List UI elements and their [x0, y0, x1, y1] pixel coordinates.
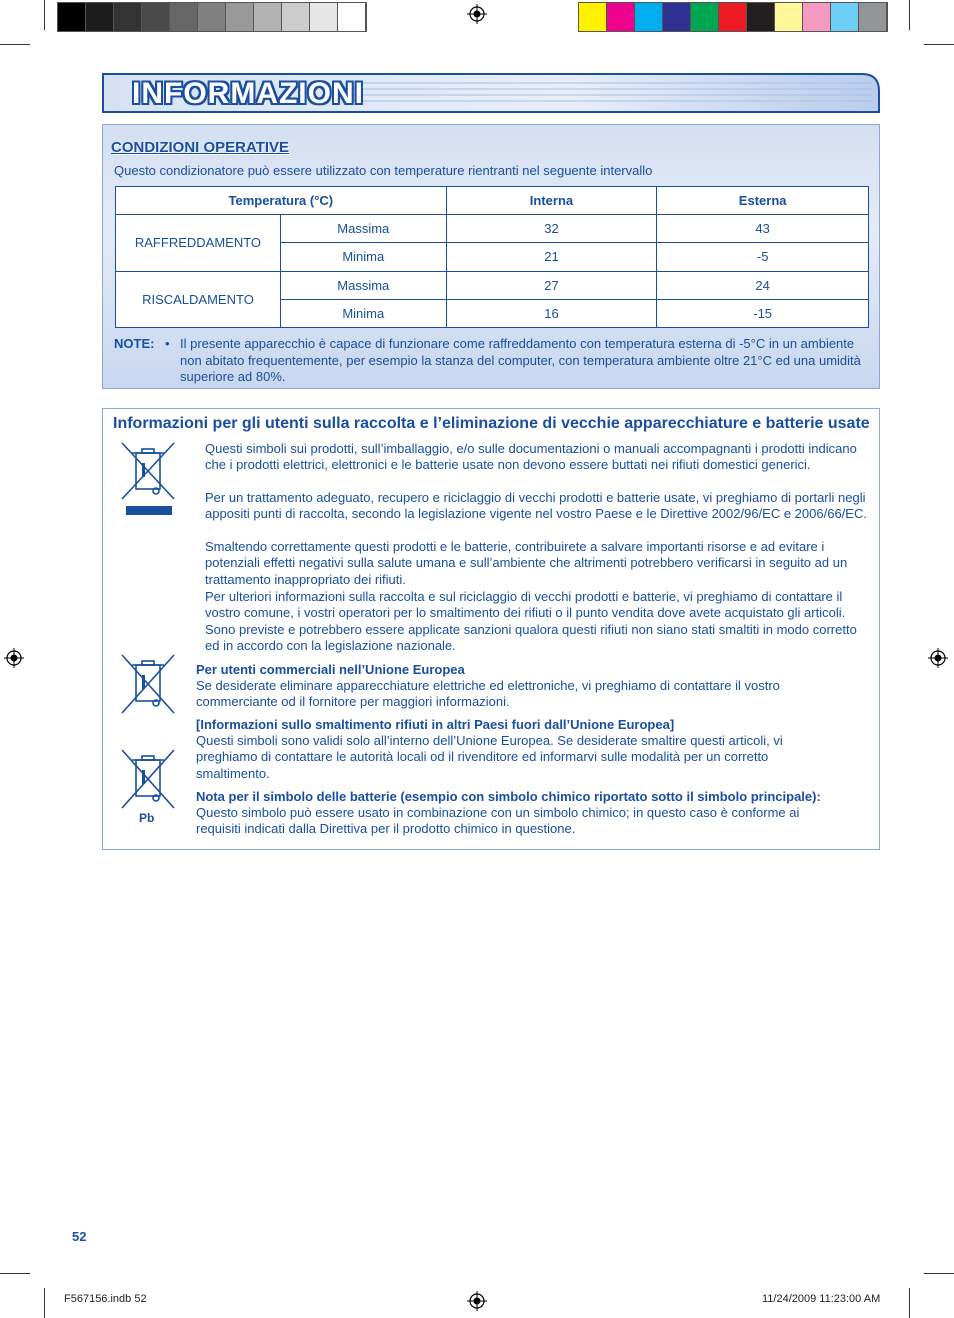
crop-mark: [0, 1273, 30, 1274]
mode-cell: RISCALDAMENTO: [116, 271, 281, 327]
paragraph: Questi simboli sui prodotti, sull’imballaggio, e/o sulle documentazioni o manuali accompagnanti i prodotti indicano che i prodotti elettrici, elettronici e le batterie usate non devono essere buttati nei rifiuti domestici generici.: [205, 441, 857, 473]
value-cell: -5: [657, 243, 869, 271]
table-header-row: [116, 187, 869, 215]
subheading: [Informazioni sullo smaltimento rifiuti in altri Paesi fuori dall’Unione Europea]: [196, 717, 675, 732]
page-number: 52: [72, 1229, 87, 1244]
paragraph: Se desiderate eliminare apparecchiature elettriche ed elettroniche, vi preghiamo di contattare il vostro commerciante od il fornitore per maggiori informazioni.: [196, 678, 780, 710]
color-swatch: [226, 3, 254, 31]
color-swatch: [310, 3, 338, 31]
color-swatch: [859, 3, 887, 31]
battery-bin-icon: [120, 748, 176, 810]
footer-file: F567156.indb 52: [64, 1293, 147, 1305]
value-cell: 16: [446, 299, 657, 327]
operating-range-table: [115, 186, 869, 328]
color-swatch: [775, 3, 803, 31]
crop-mark: [924, 44, 954, 45]
limit-cell: Minima: [280, 243, 446, 271]
registration-mark-icon: [467, 4, 487, 24]
color-swatch: [170, 3, 198, 31]
crop-mark: [909, 1288, 910, 1318]
color-swatch: [691, 3, 719, 31]
color-swatch: [663, 3, 691, 31]
mode-cell: RAFFREDDAMENTO: [116, 215, 281, 271]
value-cell: 24: [657, 271, 869, 299]
disposal-title: Informazioni per gli utenti sulla raccolta e l’eliminazione di vecchie apparecchiature e batterie usate: [113, 415, 870, 432]
table-row: [116, 215, 869, 243]
color-swatch: [719, 3, 747, 31]
color-swatch: [114, 3, 142, 31]
registration-mark-icon: [467, 1291, 487, 1311]
paragraph: Smaltendo correttamente questi prodotti e le batterie, contribuirete a salvare importanti risorse e ad evitare i potenziali effetti negativi sulla salute umana e sull’ambiente che altrimenti potrebbero verificarsi in seguito ad un trattamento inappropriato dei rifiuti.: [205, 539, 848, 587]
note-text: Il presente apparecchio è capace di funzionare come raffreddamento con temperatura esterna di -5°C in un ambiente non abitato frequentemente, per esempio la stanza del computer, con temperatura ambiente oltre 21°C ed una umidità superiore ad 80%.: [180, 336, 861, 384]
color-swatch: [338, 3, 366, 31]
color-swatch: [58, 3, 86, 31]
limit-cell: Massima: [280, 215, 446, 243]
color-swatch: [142, 3, 170, 31]
header-indoor: Interna: [446, 187, 657, 215]
color-swatch: [86, 3, 114, 31]
color-swatch: [198, 3, 226, 31]
registration-mark-icon: [928, 648, 948, 668]
value-cell: 43: [657, 215, 869, 243]
color-swatch: [831, 3, 859, 31]
color-swatch: [747, 3, 775, 31]
value-cell: 27: [446, 271, 657, 299]
header-outdoor: Esterna: [657, 187, 869, 215]
color-swatch: [803, 3, 831, 31]
paragraph: Per un trattamento adeguato, recupero e riciclaggio di vecchi prodotti e batterie usate, vi preghiamo di portarli negli appositi punti di raccolta, secondo la legislazione vigente nel vostro Paese e le Direttive 2002/96/EC e 2006/66/EC.: [205, 490, 867, 522]
chemical-symbol-label: Pb: [139, 811, 155, 825]
page-title: INFORMAZIONI: [132, 77, 364, 110]
gray-calibration-bar: [57, 2, 367, 32]
color-swatch: [282, 3, 310, 31]
registration-mark-icon: [4, 648, 24, 668]
color-swatch: [254, 3, 282, 31]
note-label: NOTE:: [114, 336, 155, 351]
color-swatch: [579, 3, 607, 31]
crossed-bin-icon: [120, 441, 176, 517]
header-temperature: Temperatura (°C): [116, 187, 447, 215]
crossed-bin-icon: [120, 653, 176, 715]
section-title: CONDIZIONI OPERATIVE: [111, 139, 290, 156]
paragraph: Per ulteriori informazioni sulla raccolta e sul riciclaggio di vecchi prodotti e batterie, vi preghiamo di contattare il vostro comune, i vostri operatori per lo smaltimento dei rifiuti o il punto vendita dove avete acquistato gli articoli. Sono previste e potrebbero essere applicate sanzioni qualora questi rifiuti non siano stati smaltiti in modo corretto ed in accordo con la legislazione nazionale.: [205, 589, 857, 654]
crop-mark: [44, 1288, 45, 1318]
crop-mark: [909, 0, 910, 30]
crop-mark: [44, 0, 45, 30]
section-intro: Questo condizionatore può essere utilizzato con temperature rientranti nel seguente intervallo: [114, 163, 653, 178]
color-swatch: [607, 3, 635, 31]
value-cell: -15: [657, 299, 869, 327]
value-cell: 32: [446, 215, 657, 243]
crop-mark: [924, 1273, 954, 1274]
color-swatch: [635, 3, 663, 31]
subheading: Per utenti commerciali nell’Unione Europea: [196, 662, 465, 677]
process-color-bar: [578, 2, 888, 32]
table-row: [116, 271, 869, 299]
crop-mark: [0, 44, 30, 45]
subheading: Nota per il simbolo delle batterie (esempio con simbolo chimico riportato sotto il simbolo principale):: [196, 789, 821, 804]
limit-cell: Minima: [280, 299, 446, 327]
value-cell: 21: [446, 243, 657, 271]
limit-cell: Massima: [280, 271, 446, 299]
note-bullet: •: [165, 336, 170, 351]
paragraph: Questi simboli sono validi solo all’interno dell’Unione Europea. Se desiderate smaltire questi articoli, vi preghiamo di contattare le autorità locali od il rivenditore ed informarvi sulle modalità per un corretto smaltimento.: [196, 733, 783, 781]
paragraph: Questo simbolo può essere usato in combinazione con un simbolo chimico; in questo caso è conforme ai requisiti indicati dalla Direttiva per il prodotto chimico in questione.: [196, 805, 800, 837]
footer-datetime: 11/24/2009 11:23:00 AM: [762, 1293, 881, 1305]
